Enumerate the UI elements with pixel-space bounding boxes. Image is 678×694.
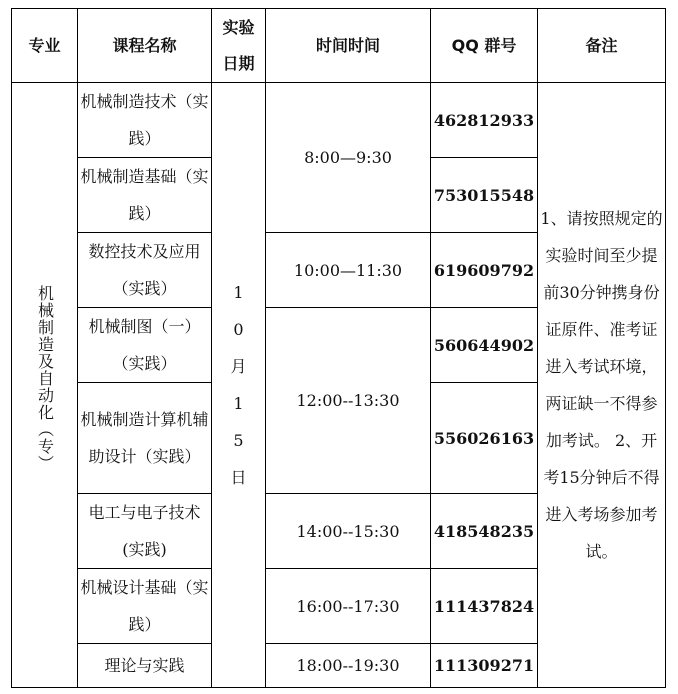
header-qq: QQ 群号 (431, 9, 538, 83)
qq-cell: 418548235 (431, 494, 538, 569)
qq-cell: 111437824 (431, 569, 538, 644)
course-cell: 数控技术及应用（实践） (78, 233, 212, 308)
header-row (12, 9, 666, 83)
course-cell: 机械制造技术（实践） (78, 83, 212, 158)
time-cell: 16:00--17:30 (266, 569, 431, 644)
qq-cell: 560644902 (431, 308, 538, 383)
date-text: 10月15日 (230, 283, 247, 487)
header-date (212, 9, 266, 83)
course-cell: 电工与电子技术(实践) (78, 494, 212, 569)
major-cell (12, 83, 78, 688)
qq-cell: 111309271 (431, 644, 538, 688)
header-time: 时间时间 (266, 9, 431, 83)
course-cell: 机械制图（一）（实践） (78, 308, 212, 383)
header-major: 专业 (12, 9, 78, 83)
qq-cell: 753015548 (431, 158, 538, 233)
notes-cell: 1、请按照规定的实验时间至少提前30分钟携身份证原件、准考证进入考试环境，两证缺一不得参加考试。 2、开考15分钟后不得进入考场参加考试。 (538, 83, 666, 688)
qq-cell: 619609792 (431, 233, 538, 308)
qq-cell: 556026163 (431, 383, 538, 494)
table-row (12, 83, 666, 158)
header-notes: 备注 (538, 9, 666, 83)
header-date-text: 实验日期 (222, 17, 255, 73)
qq-cell: 462812933 (431, 83, 538, 158)
time-cell: 10:00—11:30 (266, 233, 431, 308)
date-cell (212, 83, 266, 688)
header-course: 课程名称 (78, 9, 212, 83)
time-cell: 12:00--13:30 (266, 308, 431, 494)
exam-schedule-table (11, 8, 666, 688)
time-cell: 18:00--19:30 (266, 644, 431, 688)
course-cell: 机械制造计算机辅助设计（实践） (78, 383, 212, 494)
major-text: 机械制造及自动化（专） (35, 285, 55, 472)
course-cell: 机械制造基础（实践） (78, 158, 212, 233)
course-cell: 机械设计基础（实践） (78, 569, 212, 644)
time-cell: 14:00--15:30 (266, 494, 431, 569)
course-cell: 理论与实践 (78, 644, 212, 688)
time-cell: 8:00—9:30 (266, 83, 431, 233)
